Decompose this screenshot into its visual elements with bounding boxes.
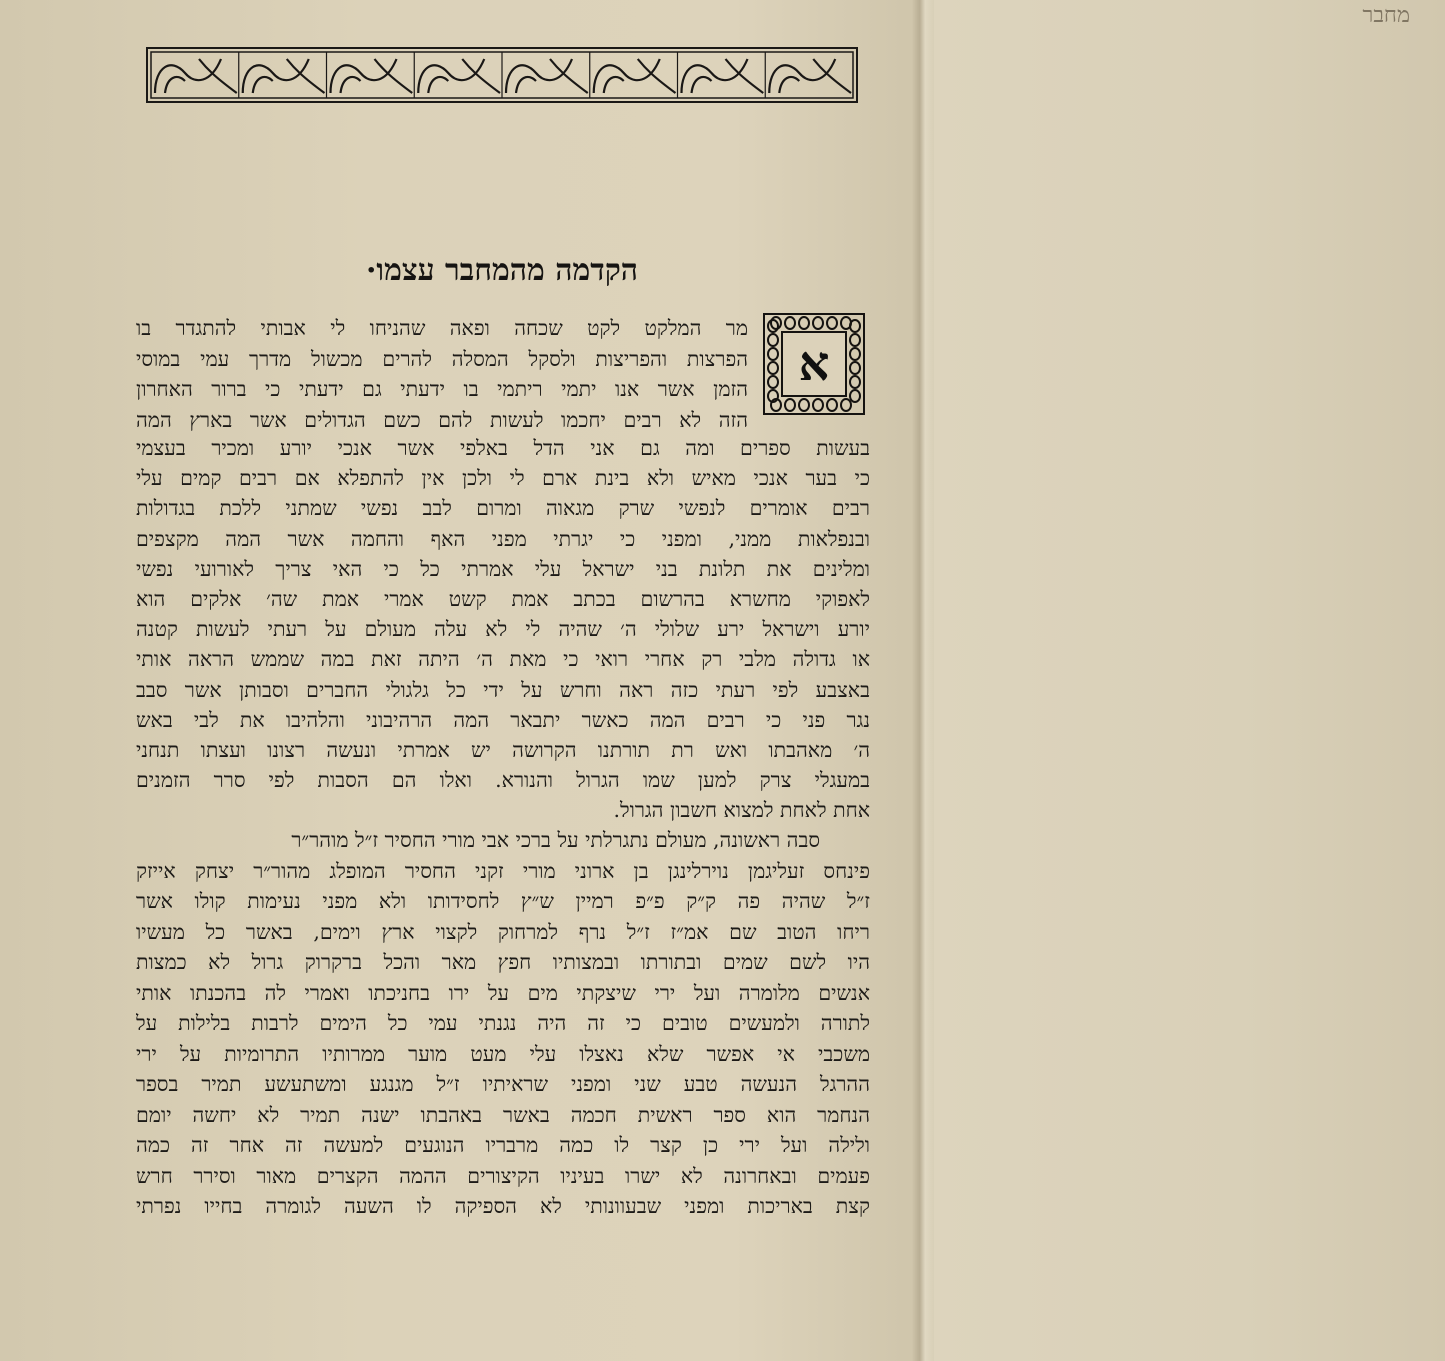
text-line: ז״ל שהיה פה ק״ק פ״פ רמיין ש״ץ לחסידותו ולא מפני נעימות קולו אשר: [136, 889, 870, 913]
text-line: קצת באריכות ומפני שבעוונותי לא הספיקה לו השעה לגומרה בחייו נפרתי: [136, 1194, 870, 1218]
text-line: פעמים ובאחרונה לא ישרו בעיניו הקיצורים ההמה הקצרים מאור וסירר חרש: [136, 1163, 870, 1188]
text-line: יורע וישראל ירע שלולי ה׳ שהיה לי לא עלה מעולם על רעתי לעשות קטנה: [136, 617, 870, 642]
text-line: אחת לאחת למצוא חשבון הגרול.: [613, 798, 870, 823]
right-page-header: מחבר: [1362, 3, 1410, 28]
text-line: בעשות ספרים ומה גם אני הדל באלפי אשר אנכי יורע ומכיר בעצמי: [136, 436, 870, 460]
text-line: הנחמר הוא ספר ראשית חכמה באשר באהבתו ישנה תמיר לא יחשה יומם: [136, 1102, 870, 1127]
text-line: מר המלקט לקט שכחה ופאה שהניחו לי אבותי להתגדר בו: [136, 316, 748, 340]
text-line: הזה לא רבים יחכמו לעשות להם כשם הגדולים אשר בארץ המה: [136, 407, 748, 432]
text-line: משכבי אי אפשר שלא נאצלו עלי מעט מוער ממרותיו התרומיות על ירי: [136, 1041, 870, 1066]
text-line: רבים אומרים לנפשי שרק מגאוה ומרום לבב נפשי שמתני ללכת בגדולות: [136, 496, 870, 521]
text-line: פינחס זעליגמן נוירלינגן בן ארוני מורי זקני החסיר המופלג מהור״ר יצחק אייזק: [136, 858, 870, 883]
text-line: ה׳ מאהבתו ואש רת תורתנו הקרושה יש אמרתי ונעשה רצונו ועצתו תנחני: [136, 738, 870, 762]
text-line: במעגלי צרק למען שמו הגרול והנורא. ואלו הם הסבות לפי סרר הזמנים: [136, 768, 870, 793]
text-line: ההרגל הנעשה טבע שני ומפני שראיתיו ז״ל מגנגע ומשתעשע תמיר בספר: [136, 1072, 870, 1096]
text-line: באצבע לפי רעתי כזה ראה וחרש על ידי כל גלגולי החברים וסבותן אשר סבב: [136, 677, 870, 702]
text-line: ולילה ועל ירי כן קצר לו כמה מרבריו הנוגעים למעשה זה אחר זה כמה: [136, 1133, 870, 1157]
text-line: לתורה ולמעשים טובים כי זה היה נגנתי עמי כל הימים לרבות בלילות על: [136, 1011, 870, 1035]
drop-cap-letter: א: [798, 336, 830, 392]
text-line: הזמן אשר אנו יתמי ריתמי בו ידעתי גם ידעתי כי ברור האחרון: [136, 377, 748, 401]
page-title: הקדמה מהמחבר עצמו·: [365, 253, 639, 288]
text-line: אנשים מלומרה ועל ירי שיצקתי מים על ירו בחניכתו ואמרי לה בהכנתו אותי: [136, 980, 870, 1005]
text-line: היו לשם שמים ובתורתו ובמצותיו חפץ מאר והכל ברקרוק גרול לא כמצות: [136, 950, 870, 974]
text-line: או גדולה מלבי רק אחרי רואי כי מאת ה׳ היתה זאת במה שממש הראה אותי: [136, 647, 870, 672]
text-line: ומלינים את תלונת בני ישראל עלי אמרתי כל כי האי צריך לאורועי נפשי: [136, 556, 870, 581]
text-line: ובנפלאות ממני, ומפני כי יגרתי מפני האף והחמה אשר המה מקצפים: [136, 526, 870, 551]
text-line: סבה ראשונה, מעולם נתגרלתי על ברכי אבי מורי החסיר ז״ל מוהר״ר: [291, 828, 820, 852]
text-line: כי בער אנכי מאיש ולא בינת ארם לי ולכן אין להתפלא אם רבים קמים עלי: [136, 466, 870, 491]
text-line: הפרצות והפריצות ולסקל המסלה להרים מכשול מדרך עמי במוסי: [136, 346, 748, 371]
text-line: נגר פני כי רבים המה כאשר יתבאר המה הרהיבוני והלהיבו את לבי באש: [136, 707, 870, 732]
text-line: ריחו הטוב שם אמ״ז ז״ל נרף למרחוק לקצוי ארץ וימים, באשר כל מעשיו: [136, 919, 870, 944]
text-line: לאפוקי מחשרא בהרשום בכתב אמת קשט אמרי אמת שה׳ אלקים הוא: [136, 587, 870, 611]
